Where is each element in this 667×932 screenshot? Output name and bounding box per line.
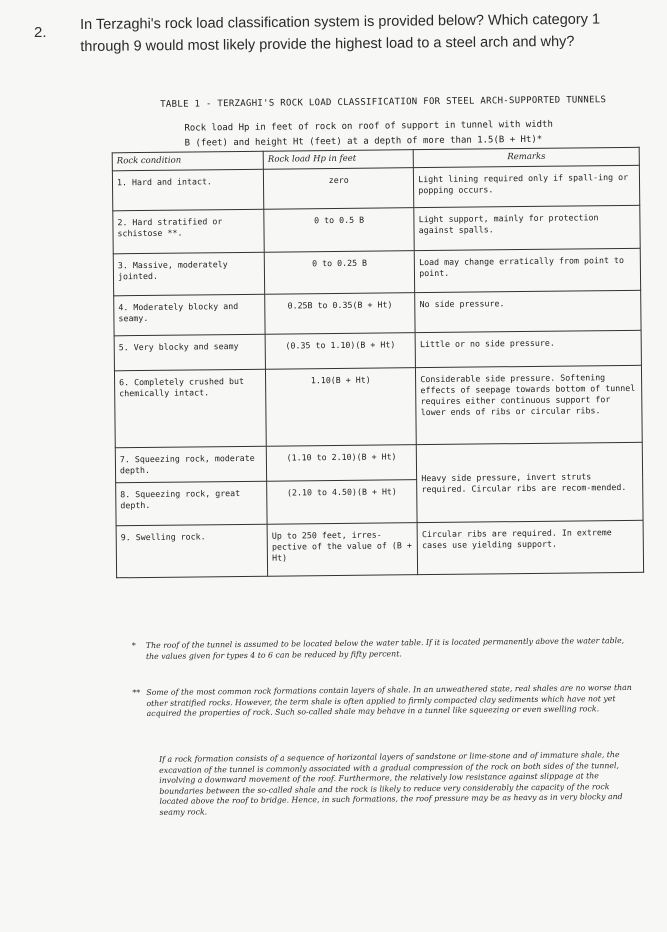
question-number: 2. [34, 24, 47, 41]
table-row [114, 290, 641, 336]
row-remarks: Light support, mainly for protection against spalls. [414, 205, 640, 250]
rock-load-table [112, 147, 644, 579]
footnote-2-text: Some of the most common rock formations contain layers of shale. In an unweathered state, real shales are no worse than other stratified rocks. However, the term shale is often applied to firmly compacted clay sediments which have not yet acquired the properties of rock. Such so-called shale may behave in a tunnel like squeezing or even swelling rock. [146, 682, 632, 718]
row-remarks: Light lining required only if spall-ing or popping occurs. [414, 165, 640, 207]
footnote-1-text: The roof of the tunnel is assumed to be located below the water table. If it is located permanently above the water table, the values given for types 4 to 6 can be reduced by fifty percent. [145, 635, 625, 661]
scanned-table-page [0, 83, 667, 932]
footnote-2-mark: ** [132, 688, 141, 698]
footnote-1 [131, 635, 636, 662]
row-condition: 8. Squeezing rock, great depth. [116, 481, 268, 526]
footnote-1-mark: * [131, 641, 136, 651]
row-load: 1.10(B + Ht) [266, 368, 417, 447]
row-condition: 9. Swelling rock. [116, 524, 268, 578]
row-load: (1.10 to 2.10)(B + Ht) [266, 445, 416, 482]
table-subtitle [184, 118, 553, 152]
row-remarks: Little or no side pressure. [415, 330, 641, 367]
row-load: 0 to 0.25 B [264, 251, 415, 295]
table-row [114, 365, 642, 448]
row-condition: 7. Squeezing rock, moderate depth. [115, 446, 266, 483]
row-load: 0.25B to 0.35(B + Ht) [265, 293, 416, 335]
row-load: 0 to 0.5 B [264, 208, 415, 253]
row-condition: 2. Hard stratified or schistose **. [113, 209, 265, 254]
row-load: (0.35 to 1.10)(B + Ht) [265, 333, 415, 370]
table-subtitle-line-2: B (feet) and height Ht (feet) at a depth of more than 1.5(B + Ht)* [184, 134, 543, 149]
row-load: (2.10 to 4.50)(B + Ht) [267, 480, 418, 525]
row-load: Up to 250 feet, irres-pective of the value of (B + Ht) [267, 523, 418, 577]
row-remarks: Heavy side pressure, invert struts required. Circular ribs are recom-mended. [417, 442, 644, 522]
row-remarks: Load may change erratically from point to point. [414, 248, 640, 292]
row-condition: 6. Completely crushed but chemically intact. [114, 369, 266, 448]
table-row [115, 442, 642, 483]
table-title: TABLE 1 - TERZAGHI'S ROCK LOAD CLASSIFICATION FOR STEEL ARCH-SUPPORTED TUNNELS [160, 95, 607, 110]
question-text: In Terzaghi's rock load classification system is provided below? Which category 1 through 9 would most likely provide the highest load to a steel arch and why? [80, 11, 601, 55]
row-remarks: No side pressure. [415, 290, 641, 332]
row-remarks: Circular ribs are required. In extreme cases use yielding support. [417, 520, 643, 574]
table-row [114, 330, 641, 371]
table-row [116, 520, 644, 578]
row-condition: 5. Very blocky and seamy [114, 334, 265, 371]
header-remarks: Remarks [413, 147, 639, 167]
table-subtitle-line-1: Rock load Hp in feet of rock on roof of support in tunnel with width [184, 119, 553, 134]
footnote-2 [132, 682, 636, 720]
header-rock-condition: Rock condition [112, 151, 263, 171]
footnote-2-continued: If a rock formation consists of a sequence of horizontal layers of sandstone or lime-stone and of immature shale, the excavation of the tunnel is commonly associated with a gradual compression of the rock on both sides of the tunnel, involving a downward movement of the roof. Furthermore, the relatively low resistance against slippage at the boundaries between the so-called shale and the rock is likely to reduce very considerably the capacity of the rock located above the roof to bridge. Hence, in such formations, the roof pressure may be as heavy as in very blocky and seamy rock. [158, 750, 623, 817]
header-rock-load: Rock load Hp in feet [263, 150, 413, 170]
row-condition: 1. Hard and intact. [112, 169, 264, 211]
table-row [113, 205, 640, 254]
row-condition: 3. Massive, moderately jointed. [113, 252, 265, 296]
row-condition: 4. Moderately blocky and seamy. [114, 294, 266, 336]
row-load: zero [264, 168, 415, 210]
row-remarks: Considerable side pressure. Softening effects of seepage towards bottom of tunnel requires either continuous support for lower ends of ribs or circular ribs. [416, 365, 643, 444]
table-row [112, 165, 639, 211]
table-row [113, 248, 640, 296]
